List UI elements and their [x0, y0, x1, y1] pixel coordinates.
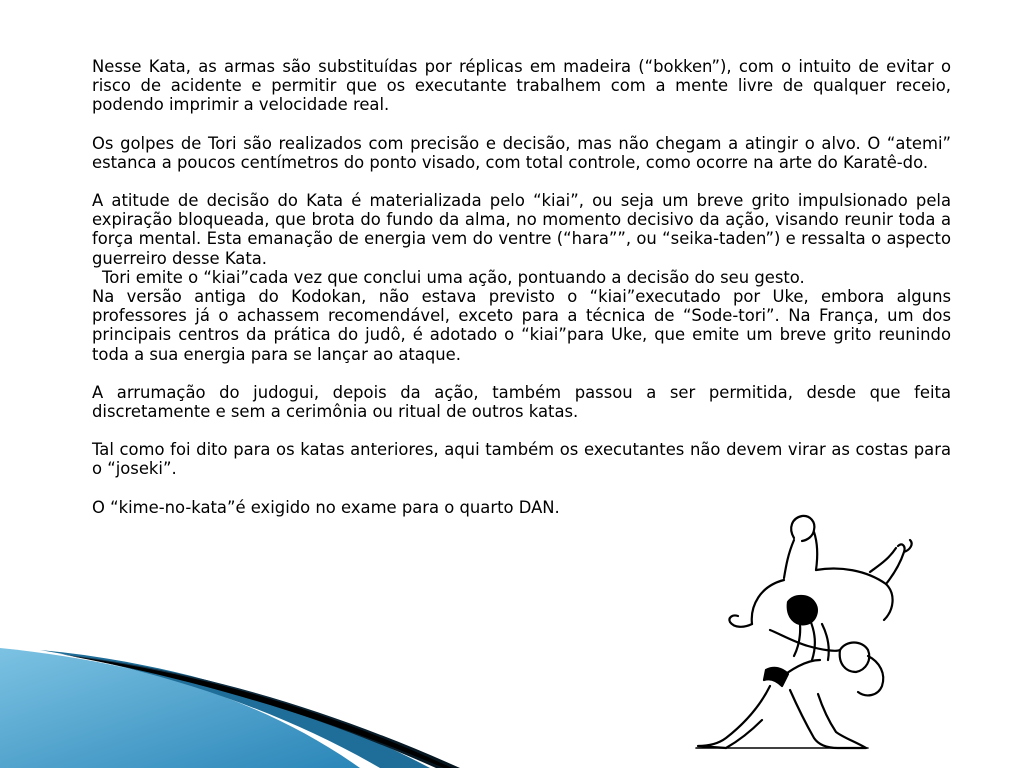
tori-leg-right: [790, 690, 866, 748]
paragraph-tori-strikes: Os golpes de Tori são realizados com precisão e decisão, mas não chegam a atingir o alvo. O “atemi” estanca a poucos centímetros do ponto visado, com total controle, como ocorre na arte do Karatê-do.: [92, 133, 951, 172]
blue-swoosh-decoration: [0, 640, 460, 768]
paragraph-kodokan-version: Na versão antiga do Kodokan, não estava previsto o “kiai”executado por Uke, embora alguns professores já o achassem recomendável, exceto para a técnica de “Sode-tori”. Na França, um dos principais centros da prática do judô, é adotado o “kiai”para Uke, que emite um breve grito reunindo toda a sua energia para se lançar ao ataque.: [92, 287, 951, 364]
uke-limb-detail: [870, 548, 896, 572]
paragraph-tori-kiai: Tori emite o “kiai”cada vez que conclui uma ação, pontuando a decisão do seu gesto.: [102, 267, 805, 287]
paragraph-bokken: Nesse Kata, as armas são substituídas por réplicas em madeira (“bokken”), com o intuito de evitar o risco de acidente e permitir que os executante trabalhem com a mente livre de qualquer receio, podendo imprimir a velocidade real.: [92, 57, 951, 115]
tori-arm: [858, 656, 883, 695]
uke-fist-left: [791, 516, 814, 541]
paragraph-judogui: A arrumação do judogui, depois da ação, também passou a ser permitida, desde que feita discretamente e sem a cerimônia ou ritual de outros katas.: [92, 382, 951, 422]
judo-throw-illustration: [690, 510, 920, 755]
tori-head: [840, 643, 870, 673]
swoosh-light-band: [0, 648, 360, 768]
paragraph-kiai-attitude: A atitude de decisão do Kata é materializada pelo “kiai”, ou seja um breve grito impulsionado pela expiração bloqueada, que brota do fundo da alma, no momento decisivo da ação, visando reunir toda a força mental. Esta emanação de energia vem do ventre (“hara””, ou “seika-taden”) e ressalta o aspecto guerreiro desse Kata.: [92, 191, 951, 268]
uke-arm-up: [784, 532, 817, 578]
tori-leg-left: [698, 686, 770, 748]
slide-text-body: [92, 57, 951, 517]
uke-hand-left: [729, 615, 752, 626]
tori-belt: [764, 668, 788, 686]
uke-head: [788, 596, 817, 624]
paragraph-joseki: Tal como foi dito para os katas anteriores, aqui também os executantes não devem virar as costas para o “joseki”.: [92, 440, 951, 479]
paragraph-exam-dan: O “kime-no-kata”é exigido no exame para o quarto DAN.: [92, 497, 560, 517]
uke-limb-right: [886, 540, 912, 584]
uke-body: [752, 569, 893, 624]
